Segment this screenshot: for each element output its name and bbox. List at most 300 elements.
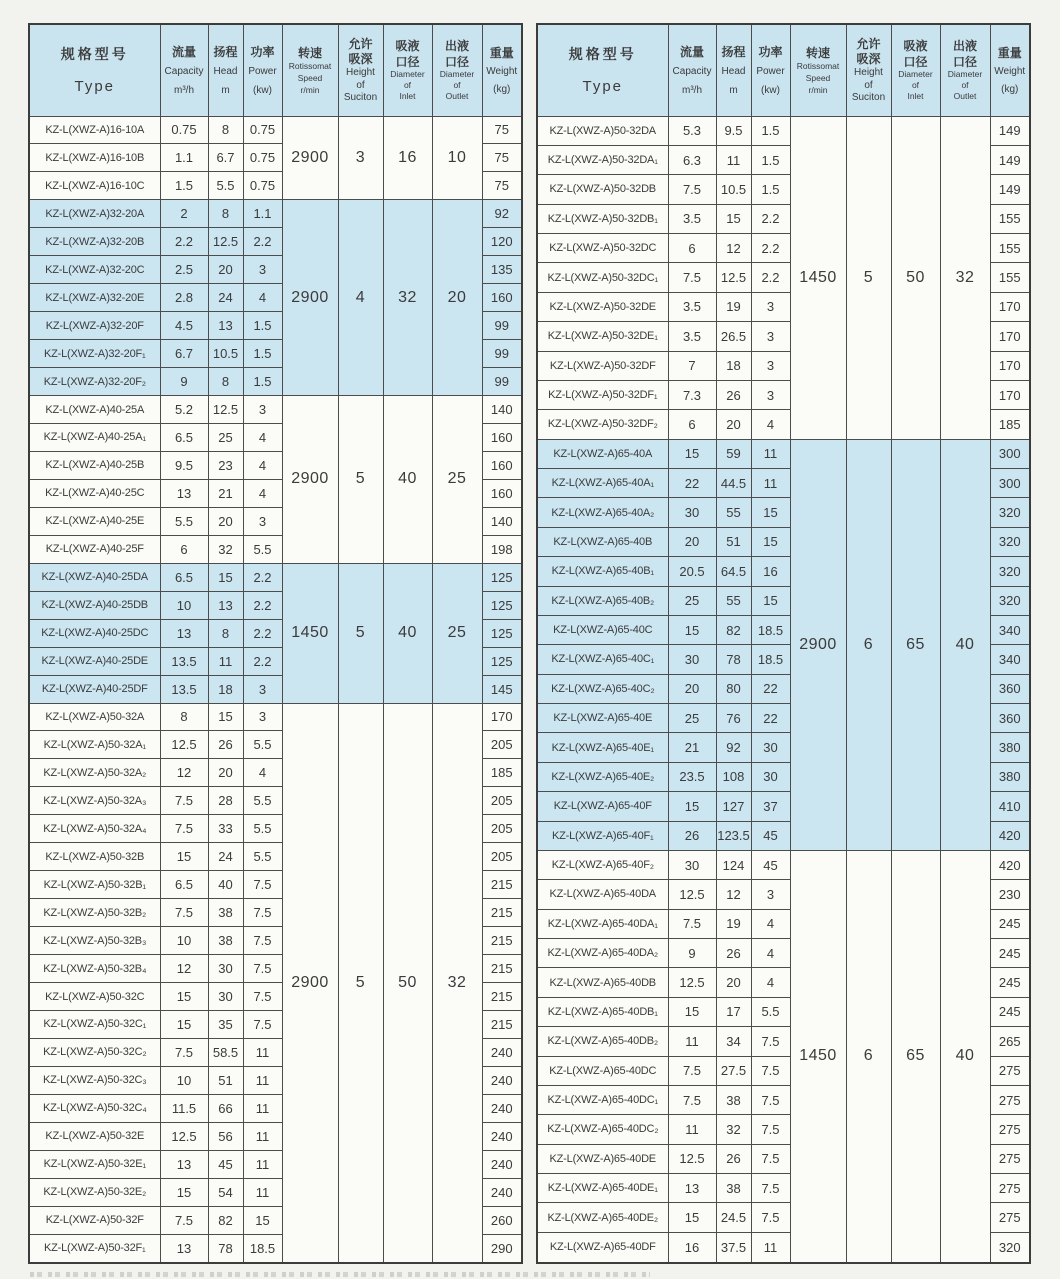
power-cell: 4: [751, 968, 790, 997]
type-cell: KZ-L(XWZ-A)40-25DA: [29, 563, 160, 591]
type-cell: KZ-L(XWZ-A)32-20E: [29, 284, 160, 312]
weight-cell: 205: [482, 787, 522, 815]
head-cell: 30: [208, 955, 243, 983]
weight-cell: 160: [482, 479, 522, 507]
power-cell: 18.5: [751, 615, 790, 644]
weight-cell: 125: [482, 591, 522, 619]
head-cell: 66: [208, 1094, 243, 1122]
col-header-speed-en2: Speed: [805, 72, 831, 83]
weight-cell: 275: [990, 1174, 1030, 1203]
type-cell: KZ-L(XWZ-A)65-40E: [537, 704, 668, 733]
head-cell: 26: [208, 731, 243, 759]
type-cell: KZ-L(XWZ-A)50-32B₂: [29, 899, 160, 927]
head-cell: 6.7: [208, 144, 243, 172]
capacity-cell: 15: [160, 983, 208, 1011]
weight-cell: 75: [482, 144, 522, 172]
head-cell: 19: [716, 909, 751, 938]
col-header-outlet-zh1: 出液: [952, 39, 977, 54]
head-cell: 35: [208, 1011, 243, 1039]
col-header-type-en: Type: [74, 77, 116, 95]
capacity-cell: 11: [668, 1115, 716, 1144]
col-header-capacity: [160, 24, 208, 116]
col-header-inlet-en3: Inlet: [399, 90, 416, 101]
power-cell: 4: [243, 451, 282, 479]
outlet-diameter-cell: 10: [432, 116, 482, 200]
type-cell: KZ-L(XWZ-A)50-32DB₁: [537, 204, 668, 233]
power-cell: 5.5: [751, 997, 790, 1026]
power-cell: 7.5: [243, 871, 282, 899]
weight-cell: 125: [482, 647, 522, 675]
weight-cell: 160: [482, 451, 522, 479]
col-header-speed: [282, 24, 338, 116]
type-cell: KZ-L(XWZ-A)50-32A₄: [29, 815, 160, 843]
power-cell: 11: [243, 1066, 282, 1094]
capacity-cell: 9: [668, 939, 716, 968]
head-cell: 54: [208, 1178, 243, 1206]
inlet-diameter-cell: 50: [891, 116, 940, 439]
type-cell: KZ-L(XWZ-A)50-32DA: [537, 116, 668, 145]
weight-cell: 265: [990, 1027, 1030, 1056]
capacity-cell: 1.1: [160, 144, 208, 172]
type-cell: KZ-L(XWZ-A)50-32DB: [537, 175, 668, 204]
capacity-cell: 15: [668, 615, 716, 644]
col-header-suction-zh1: 允许: [856, 36, 881, 51]
weight-cell: 125: [482, 563, 522, 591]
power-cell: 2.2: [243, 563, 282, 591]
weight-cell: 260: [482, 1206, 522, 1234]
power-cell: 2.2: [751, 263, 790, 292]
weight-cell: 120: [482, 228, 522, 256]
type-cell: KZ-L(XWZ-A)40-25DB: [29, 591, 160, 619]
weight-cell: 360: [990, 704, 1030, 733]
head-cell: 24: [208, 284, 243, 312]
type-cell: KZ-L(XWZ-A)50-32DF₁: [537, 380, 668, 409]
col-header-capacity-en: Capacity: [672, 66, 712, 78]
type-cell: KZ-L(XWZ-A)65-40F: [537, 792, 668, 821]
cutoff-text-remnant: [30, 1272, 650, 1277]
weight-cell: 320: [990, 1232, 1030, 1263]
power-cell: 18.5: [751, 645, 790, 674]
power-cell: 11: [751, 439, 790, 468]
head-cell: 38: [208, 927, 243, 955]
capacity-cell: 15: [668, 1203, 716, 1232]
col-header-weight-en: Weight: [486, 66, 518, 78]
weight-cell: 215: [482, 899, 522, 927]
weight-cell: 320: [990, 498, 1030, 527]
col-header-inlet-en2: of: [403, 79, 412, 90]
power-cell: 37: [751, 792, 790, 821]
capacity-cell: 13: [160, 1150, 208, 1178]
power-cell: 18.5: [243, 1234, 282, 1263]
type-cell: KZ-L(XWZ-A)50-32DC: [537, 234, 668, 263]
capacity-cell: 30: [668, 645, 716, 674]
head-cell: 82: [716, 615, 751, 644]
power-cell: 11: [243, 1178, 282, 1206]
weight-cell: 75: [482, 172, 522, 200]
weight-cell: 170: [990, 322, 1030, 351]
head-cell: 76: [716, 704, 751, 733]
head-cell: 123.5: [716, 821, 751, 850]
head-cell: 20: [208, 759, 243, 787]
head-cell: 82: [208, 1206, 243, 1234]
col-header-outlet-en3: Outlet: [953, 90, 977, 101]
type-cell: KZ-L(XWZ-A)40-25A₁: [29, 423, 160, 451]
power-cell: 15: [751, 527, 790, 556]
capacity-cell: 15: [160, 1178, 208, 1206]
capacity-cell: 12.5: [160, 731, 208, 759]
head-cell: 108: [716, 762, 751, 791]
weight-cell: 125: [482, 619, 522, 647]
capacity-cell: 6.5: [160, 563, 208, 591]
weight-cell: 320: [990, 557, 1030, 586]
inlet-diameter-cell: 65: [891, 850, 940, 1263]
type-cell: KZ-L(XWZ-A)32-20F₂: [29, 368, 160, 396]
power-cell: 1.5: [243, 312, 282, 340]
type-cell: KZ-L(XWZ-A)50-32A: [29, 703, 160, 731]
capacity-cell: 3.5: [668, 204, 716, 233]
head-cell: 37.5: [716, 1232, 751, 1263]
head-cell: 17: [716, 997, 751, 1026]
head-cell: 40: [208, 871, 243, 899]
col-header-speed-zh: 转速: [297, 45, 322, 60]
head-cell: 8: [208, 116, 243, 144]
col-header-capacity-zh: 流量: [679, 44, 704, 59]
capacity-cell: 15: [160, 1011, 208, 1039]
suction-height-cell: 6: [846, 850, 891, 1263]
type-cell: KZ-L(XWZ-A)65-40DB: [537, 968, 668, 997]
head-cell: 26: [716, 1144, 751, 1173]
head-cell: 78: [208, 1234, 243, 1263]
head-cell: 26: [716, 939, 751, 968]
col-header-type-zh: 规格型号: [568, 45, 637, 62]
head-cell: 59: [716, 439, 751, 468]
col-header-inlet-en2: of: [911, 79, 920, 90]
capacity-cell: 0.75: [160, 116, 208, 144]
col-header-power-unit: (kw): [761, 84, 780, 96]
col-header-suction: [338, 24, 383, 116]
power-cell: 4: [751, 909, 790, 938]
head-cell: 32: [716, 1115, 751, 1144]
power-cell: 1.5: [243, 340, 282, 368]
capacity-cell: 12: [160, 759, 208, 787]
power-cell: 5.5: [243, 815, 282, 843]
capacity-cell: 7.5: [668, 263, 716, 292]
type-cell: KZ-L(XWZ-A)50-32F₁: [29, 1234, 160, 1263]
type-cell: KZ-L(XWZ-A)16-10A: [29, 116, 160, 144]
head-cell: 19: [716, 292, 751, 321]
capacity-cell: 13: [668, 1174, 716, 1203]
weight-cell: 245: [990, 968, 1030, 997]
weight-cell: 170: [482, 703, 522, 731]
head-cell: 12.5: [208, 396, 243, 424]
col-header-power-zh: 功率: [250, 44, 275, 59]
weight-cell: 149: [990, 116, 1030, 145]
head-cell: 8: [208, 200, 243, 228]
power-cell: 7.5: [243, 927, 282, 955]
power-cell: 1.1: [243, 200, 282, 228]
capacity-cell: 2.5: [160, 256, 208, 284]
weight-cell: 240: [482, 1178, 522, 1206]
power-cell: 15: [243, 1206, 282, 1234]
col-header-outlet-en3: Outlet: [445, 90, 469, 101]
power-cell: 3: [243, 256, 282, 284]
head-cell: 20: [208, 507, 243, 535]
col-header-capacity-zh: 流量: [171, 44, 196, 59]
head-cell: 32: [208, 535, 243, 563]
weight-cell: 300: [990, 469, 1030, 498]
head-cell: 13: [208, 312, 243, 340]
type-cell: KZ-L(XWZ-A)65-40C₂: [537, 674, 668, 703]
weight-cell: 380: [990, 733, 1030, 762]
power-cell: 1.5: [751, 145, 790, 174]
capacity-cell: 12.5: [160, 1122, 208, 1150]
capacity-cell: 4.5: [160, 312, 208, 340]
power-cell: 4: [751, 939, 790, 968]
col-header-suction-en2: of: [864, 79, 873, 91]
head-cell: 55: [716, 586, 751, 615]
col-header-power-unit: (kw): [253, 84, 272, 96]
power-cell: 4: [243, 479, 282, 507]
weight-cell: 170: [990, 351, 1030, 380]
weight-cell: 92: [482, 200, 522, 228]
type-cell: KZ-L(XWZ-A)32-20C: [29, 256, 160, 284]
weight-cell: 205: [482, 843, 522, 871]
type-cell: KZ-L(XWZ-A)40-25DC: [29, 619, 160, 647]
head-cell: 18: [716, 351, 751, 380]
type-cell: KZ-L(XWZ-A)50-32DE₁: [537, 322, 668, 351]
col-header-weight-zh: 重量: [489, 45, 514, 60]
capacity-cell: 16: [668, 1232, 716, 1263]
capacity-cell: 20: [668, 674, 716, 703]
pump-spec-table: [28, 23, 523, 1264]
type-cell: KZ-L(XWZ-A)32-20B: [29, 228, 160, 256]
head-cell: 15: [716, 204, 751, 233]
col-header-outlet-en2: of: [961, 79, 969, 90]
head-cell: 11: [716, 145, 751, 174]
type-cell: KZ-L(XWZ-A)50-32C₂: [29, 1038, 160, 1066]
head-cell: 28: [208, 787, 243, 815]
capacity-cell: 12.5: [668, 880, 716, 909]
power-cell: 3: [243, 507, 282, 535]
head-cell: 20: [716, 410, 751, 439]
weight-cell: 215: [482, 983, 522, 1011]
suction-height-cell: 5: [338, 396, 383, 564]
speed-cell: 2900: [790, 439, 846, 850]
power-cell: 11: [243, 1038, 282, 1066]
weight-cell: 275: [990, 1115, 1030, 1144]
head-cell: 13: [208, 591, 243, 619]
capacity-cell: 7.3: [668, 380, 716, 409]
type-cell: KZ-L(XWZ-A)50-32C₃: [29, 1066, 160, 1094]
type-cell: KZ-L(XWZ-A)65-40F₁: [537, 821, 668, 850]
outlet-diameter-cell: 25: [432, 563, 482, 703]
type-cell: KZ-L(XWZ-A)16-10B: [29, 144, 160, 172]
speed-cell: 1450: [282, 563, 338, 703]
power-cell: 0.75: [243, 172, 282, 200]
weight-cell: 149: [990, 145, 1030, 174]
power-cell: 5.5: [243, 787, 282, 815]
capacity-cell: 25: [668, 704, 716, 733]
power-cell: 22: [751, 704, 790, 733]
capacity-cell: 13: [160, 1234, 208, 1263]
head-cell: 38: [208, 899, 243, 927]
capacity-cell: 10: [160, 591, 208, 619]
capacity-cell: 3.5: [668, 322, 716, 351]
head-cell: 55: [716, 498, 751, 527]
type-cell: KZ-L(XWZ-A)65-40DC₁: [537, 1085, 668, 1114]
weight-cell: 155: [990, 234, 1030, 263]
power-cell: 22: [751, 674, 790, 703]
capacity-cell: 7.5: [668, 1085, 716, 1114]
capacity-cell: 6.7: [160, 340, 208, 368]
power-cell: 11: [243, 1094, 282, 1122]
weight-cell: 230: [990, 880, 1030, 909]
type-cell: KZ-L(XWZ-A)32-20F: [29, 312, 160, 340]
head-cell: 34: [716, 1027, 751, 1056]
power-cell: 3: [751, 351, 790, 380]
capacity-cell: 1.5: [160, 172, 208, 200]
capacity-cell: 26: [668, 821, 716, 850]
head-cell: 25: [208, 423, 243, 451]
pump-spec-table: [536, 23, 1031, 1264]
capacity-cell: 12.5: [668, 968, 716, 997]
weight-cell: 155: [990, 263, 1030, 292]
col-header-weight-zh: 重量: [997, 45, 1022, 60]
weight-cell: 145: [482, 675, 522, 703]
capacity-cell: 7.5: [160, 815, 208, 843]
outlet-diameter-cell: 40: [940, 439, 990, 850]
spec-row: [29, 396, 522, 424]
col-header-head-en: Head: [213, 66, 238, 78]
col-header-speed-en1: Rotissomat: [796, 61, 840, 71]
col-header-power: [751, 24, 790, 116]
weight-cell: 149: [990, 175, 1030, 204]
speed-cell: 2900: [282, 703, 338, 1263]
type-cell: KZ-L(XWZ-A)65-40DE: [537, 1144, 668, 1173]
col-header-speed-en2: Speed: [297, 72, 323, 83]
head-cell: 51: [716, 527, 751, 556]
spec-row: [29, 703, 522, 731]
type-cell: KZ-L(XWZ-A)40-25C: [29, 479, 160, 507]
power-cell: 2.2: [243, 591, 282, 619]
weight-cell: 198: [482, 535, 522, 563]
capacity-cell: 11.5: [160, 1094, 208, 1122]
suction-height-cell: 6: [846, 439, 891, 850]
power-cell: 1.5: [243, 368, 282, 396]
suction-height-cell: 3: [338, 116, 383, 200]
weight-cell: 245: [990, 909, 1030, 938]
capacity-cell: 6: [160, 535, 208, 563]
type-cell: KZ-L(XWZ-A)65-40E₂: [537, 762, 668, 791]
type-cell: KZ-L(XWZ-A)50-32C₄: [29, 1094, 160, 1122]
power-cell: 7.5: [243, 1011, 282, 1039]
capacity-cell: 2.2: [160, 228, 208, 256]
weight-cell: 240: [482, 1150, 522, 1178]
head-cell: 10.5: [716, 175, 751, 204]
weight-cell: 420: [990, 850, 1030, 879]
weight-cell: 320: [990, 527, 1030, 556]
type-cell: KZ-L(XWZ-A)16-10C: [29, 172, 160, 200]
inlet-diameter-cell: 50: [383, 703, 432, 1263]
type-cell: KZ-L(XWZ-A)65-40B₁: [537, 557, 668, 586]
power-cell: 3: [751, 322, 790, 351]
head-cell: 56: [208, 1122, 243, 1150]
capacity-cell: 5.5: [160, 507, 208, 535]
col-header-type: [29, 24, 160, 116]
col-header-head-zh: 扬程: [213, 44, 238, 59]
head-cell: 30: [208, 983, 243, 1011]
type-cell: KZ-L(XWZ-A)65-40DC₂: [537, 1115, 668, 1144]
weight-cell: 99: [482, 340, 522, 368]
col-header-speed-en1: Rotissomat: [288, 61, 332, 71]
head-cell: 80: [716, 674, 751, 703]
power-cell: 11: [243, 1150, 282, 1178]
weight-cell: 245: [990, 939, 1030, 968]
weight-cell: 99: [482, 368, 522, 396]
type-cell: KZ-L(XWZ-A)50-32B₁: [29, 871, 160, 899]
capacity-cell: 8: [160, 703, 208, 731]
type-cell: KZ-L(XWZ-A)40-25DE: [29, 647, 160, 675]
power-cell: 2.2: [243, 647, 282, 675]
head-cell: 10.5: [208, 340, 243, 368]
weight-cell: 340: [990, 615, 1030, 644]
spec-row: [29, 116, 522, 144]
type-cell: KZ-L(XWZ-A)65-40DA: [537, 880, 668, 909]
power-cell: 5.5: [243, 731, 282, 759]
suction-height-cell: 5: [338, 563, 383, 703]
head-cell: 12: [716, 234, 751, 263]
col-header-head-en: Head: [721, 66, 746, 78]
col-header-outlet: [432, 24, 482, 116]
capacity-cell: 5.2: [160, 396, 208, 424]
suction-height-cell: 4: [338, 200, 383, 396]
type-cell: KZ-L(XWZ-A)65-40C₁: [537, 645, 668, 674]
power-cell: 2.2: [751, 234, 790, 263]
inlet-diameter-cell: 16: [383, 116, 432, 200]
col-header-power-en: Power: [248, 66, 277, 78]
weight-cell: 185: [482, 759, 522, 787]
head-cell: 18: [208, 675, 243, 703]
type-cell: KZ-L(XWZ-A)50-32A₂: [29, 759, 160, 787]
col-header-suction-en1: Height: [346, 67, 375, 79]
capacity-cell: 7.5: [160, 787, 208, 815]
type-cell: KZ-L(XWZ-A)50-32DF₂: [537, 410, 668, 439]
col-header-suction-zh2: 吸深: [348, 52, 373, 66]
inlet-diameter-cell: 32: [383, 200, 432, 396]
col-header-suction-en3: Suciton: [851, 92, 886, 104]
power-cell: 1.5: [751, 175, 790, 204]
left-spec-table: [28, 23, 523, 1264]
head-cell: 8: [208, 368, 243, 396]
col-header-weight: [482, 24, 522, 116]
capacity-cell: 13.5: [160, 647, 208, 675]
speed-cell: 2900: [282, 396, 338, 564]
power-cell: 15: [751, 498, 790, 527]
col-header-inlet-zh1: 吸液: [903, 39, 928, 54]
header-row: [537, 24, 1030, 116]
col-header-speed-unit: r/min: [808, 84, 828, 95]
col-header-outlet-en1: Diameter: [439, 68, 475, 79]
weight-cell: 135: [482, 256, 522, 284]
weight-cell: 99: [482, 312, 522, 340]
power-cell: 7.5: [751, 1056, 790, 1085]
col-header-power: [243, 24, 282, 116]
head-cell: 33: [208, 815, 243, 843]
power-cell: 7.5: [243, 983, 282, 1011]
type-cell: KZ-L(XWZ-A)65-40A₁: [537, 469, 668, 498]
power-cell: 3: [243, 396, 282, 424]
power-cell: 30: [751, 733, 790, 762]
